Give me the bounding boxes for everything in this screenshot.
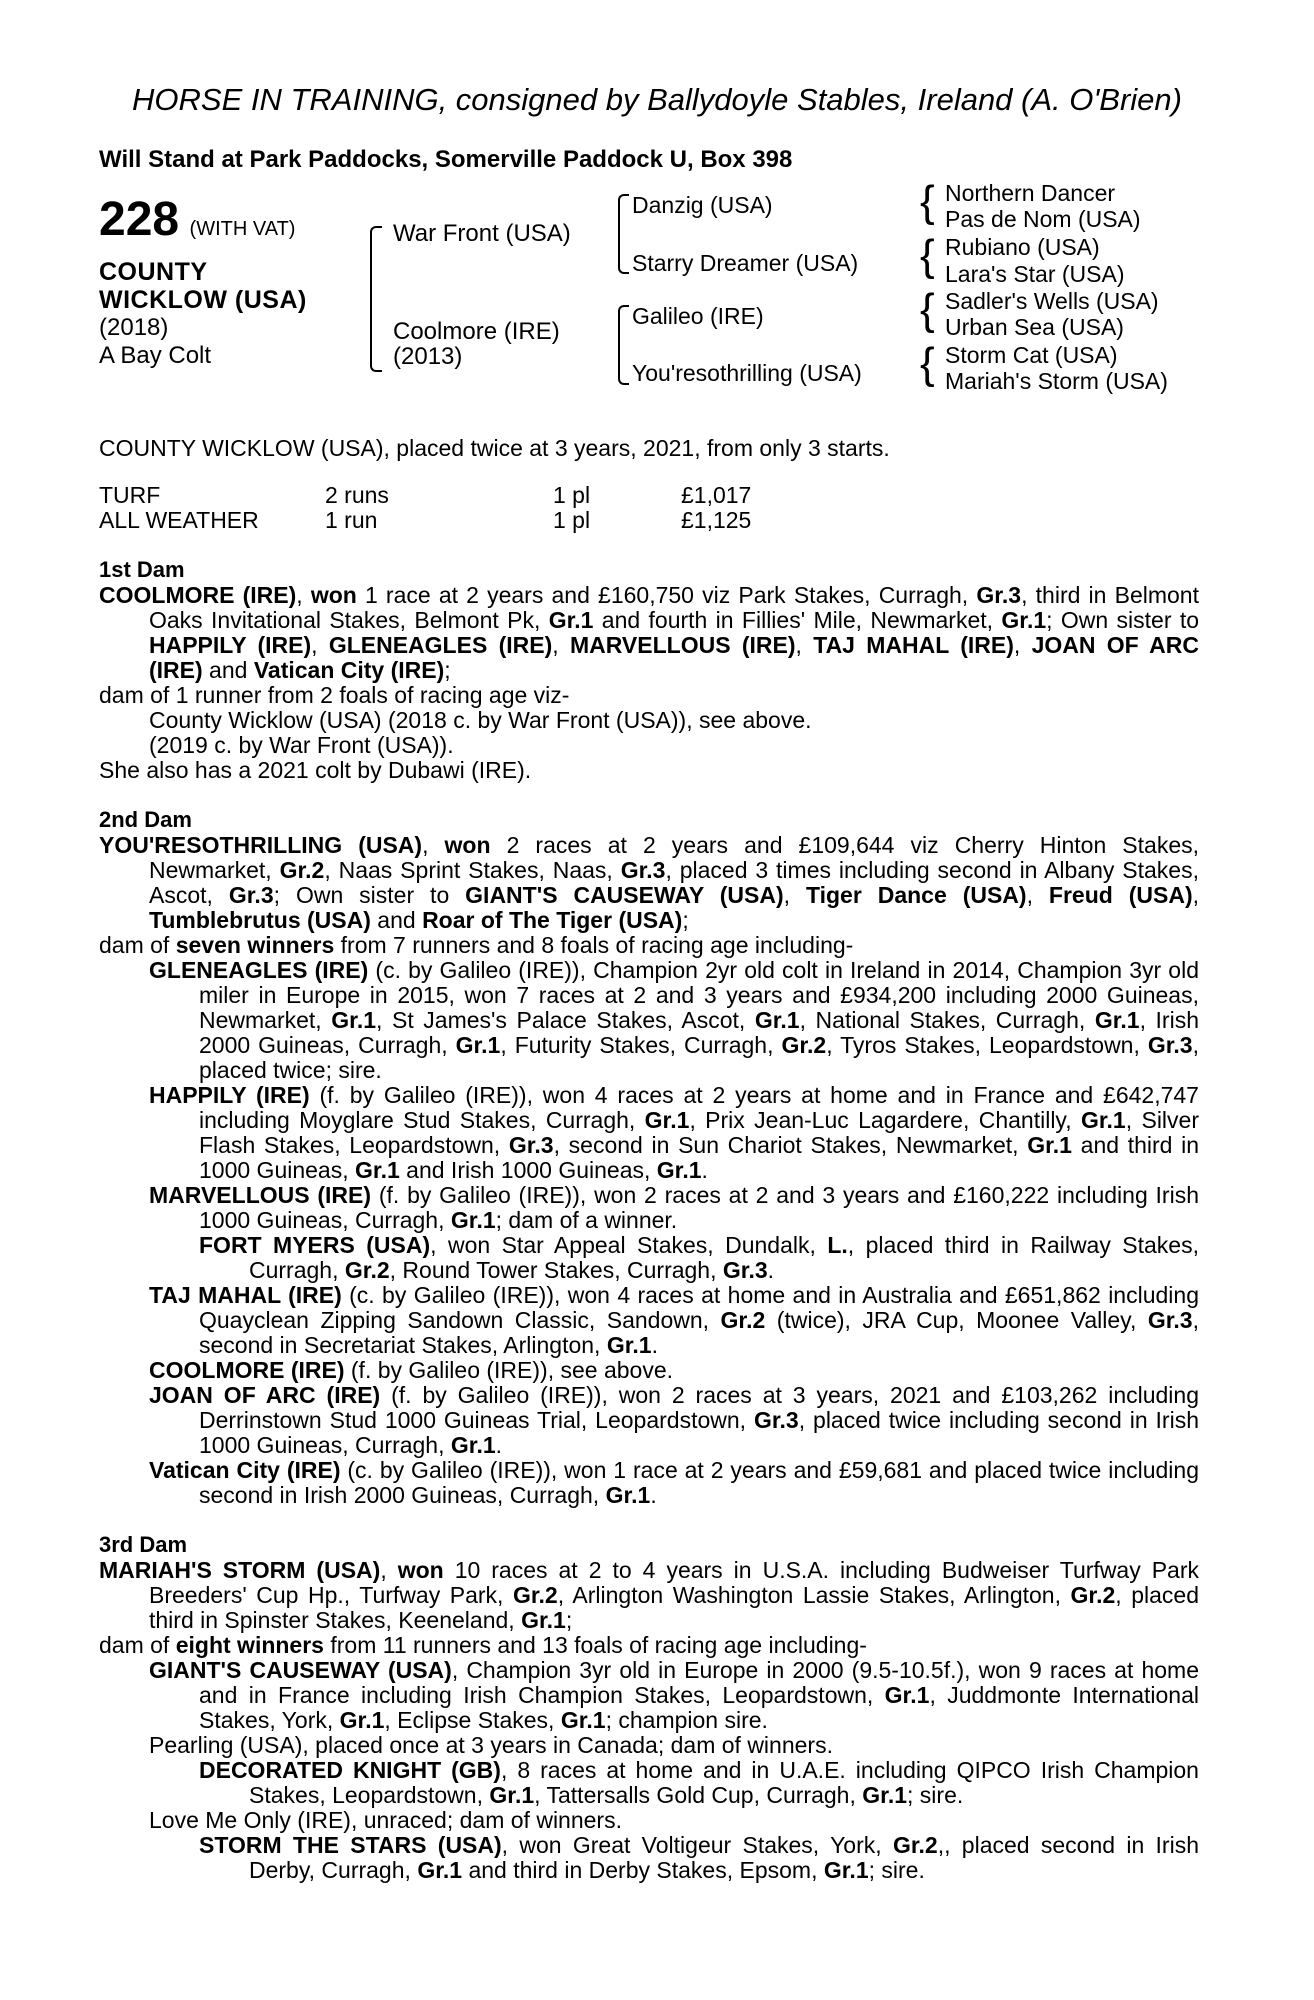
- grade: Gr.2: [720, 1307, 766, 1333]
- grade: Gr.1: [1080, 1107, 1126, 1133]
- entry-text: and Irish 1000 Guineas,: [399, 1157, 657, 1183]
- grade: Gr.1: [884, 1682, 930, 1708]
- entry-text: , Tyros Stakes, Leopardstown,: [826, 1032, 1148, 1058]
- grade: L.: [827, 1232, 848, 1258]
- grade: Gr.1: [1001, 607, 1047, 633]
- grade: Gr.1: [754, 1007, 800, 1033]
- pedigree-gen3-7: Storm Cat (USA): [945, 342, 1118, 368]
- section-heading: 1st Dam: [99, 557, 185, 582]
- entry-text: , 8 races at home and in U.A.E. including QIPCO Irish Champion Stakes, Leopardstown,: [249, 1757, 1199, 1808]
- dam-name: COOLMORE (IRE): [99, 582, 297, 608]
- grade: Gr.1: [450, 1432, 496, 1458]
- entry-text: , National Stakes, Curragh,: [799, 1007, 1095, 1033]
- grade: Gr.3: [508, 1132, 554, 1158]
- entry-text: 2 races at 2 years and £109,644 viz Cherry Hinton Stakes, Newmarket,: [149, 832, 1199, 883]
- entry-text: and third in Derby Stakes, Epsom,: [462, 1857, 824, 1883]
- page-title: HORSE IN TRAINING, consigned by Ballydoyle Stables, Ireland (A. O'Brien): [132, 82, 1182, 117]
- entry-text: , Prix Jean-Luc Lagardere, Chantilly,: [689, 1107, 1081, 1133]
- entry-text: .: [650, 1482, 657, 1508]
- dam-entry: YOU'RESOTHRILLING (USA), won 2 races at 2 years and £109,644 viz Cherry Hinton Stakes, Newmarket, Gr.2, Naas Sprint Stakes, Naas, Gr.3, placed 3 times including second in Albany Stakes, Ascot, Gr.3; Own sister to GIANT'S CAUSEWAY (USA), Tiger Dance (USA), Freud (USA), Tumblebrutus (USA) and Roar of The Tiger (USA);: [99, 832, 1199, 933]
- sibling-name: JOAN OF ARC (IRE): [149, 632, 1200, 683]
- horse-year: (2018): [99, 314, 169, 341]
- progeny-name: Vatican City (IRE): [149, 1457, 341, 1483]
- entry-text: , second in Secretariat Stakes, Arlington,: [199, 1307, 1199, 1358]
- entry-text: , Tattersalls Gold Cup, Curragh,: [534, 1782, 863, 1808]
- grade: Gr.1: [355, 1157, 400, 1183]
- won-label: won: [444, 832, 491, 858]
- pedigree-sire: War Front (USA): [393, 220, 571, 247]
- pedigree-bracket: [370, 226, 382, 294]
- entry-text: , Juddmonte International Stakes, York,: [199, 1682, 1200, 1733]
- grade: Gr.2: [512, 1582, 558, 1608]
- lot-number: [99, 192, 295, 247]
- record-prize: £1,017: [681, 482, 752, 508]
- progeny-name: FORT MYERS (USA): [199, 1232, 431, 1258]
- venue-line: Will Stand at Park Paddocks, Somerville Paddock U, Box 398: [99, 146, 793, 173]
- pedigree-dam: Coolmore (IRE): [393, 318, 560, 345]
- entry-text: , Futurity Stakes, Curragh,: [500, 1032, 782, 1058]
- grade: Gr.1: [489, 1782, 535, 1808]
- entry-text: , placed third in Railway Stakes, Curragh,: [249, 1232, 1199, 1283]
- record-placed: 1 pl: [553, 507, 591, 533]
- progeny-name: MARVELLOUS (IRE): [149, 1182, 372, 1208]
- grade: Gr.1: [605, 1482, 651, 1508]
- sibling-name: TAJ MAHAL (IRE): [813, 632, 1014, 658]
- pedigree-sire-sire: Danzig (USA): [632, 192, 773, 218]
- grade: Gr.1: [560, 1707, 606, 1733]
- progeny-entry: [99, 1458, 1199, 1508]
- record-surface: TURF: [99, 482, 161, 508]
- horse-name-line2: WICKLOW (USA): [99, 286, 307, 314]
- grade: Gr.3: [1147, 1032, 1193, 1058]
- progeny-name: GIANT'S CAUSEWAY (USA): [149, 1657, 452, 1683]
- progeny-entry: [99, 1233, 1199, 1283]
- entry-text: .: [495, 1432, 503, 1458]
- grade: Gr.1: [606, 1332, 652, 1358]
- sibling-name: Tumblebrutus (USA): [149, 907, 371, 933]
- record-surface: ALL WEATHER: [99, 507, 259, 533]
- grade: Gr.1: [455, 1032, 501, 1058]
- section-heading: 2nd Dam: [99, 807, 192, 832]
- grade: Gr.1: [548, 607, 594, 633]
- horse-details: [99, 258, 307, 370]
- entry-text: , placed third in Spinster Stakes, Keeneland,: [149, 1582, 1199, 1633]
- pedigree-bracket: [618, 305, 629, 345]
- entry-text: , Eclipse Stakes,: [384, 1707, 561, 1733]
- record-runs: 1 run: [325, 507, 378, 533]
- entry-text: ; champion sire.: [605, 1707, 768, 1733]
- pedigree-gen3-2: Pas de Nom (USA): [945, 206, 1141, 232]
- entry-text: ; Own sister to: [1046, 607, 1200, 633]
- grade: Gr.3: [620, 857, 666, 883]
- entry-text: (f. by Galileo (IRE)), won 4 races at 2 years at home and in France and £642,747 including Moyglare Stud Stakes, Curragh,: [199, 1082, 1199, 1133]
- entry-text: , placed twice including second in Irish 1000 Guineas, Curragh,: [199, 1407, 1199, 1458]
- vat-label: (WITH VAT): [189, 218, 296, 240]
- entry-text: , won Star Appeal Stakes, Dundalk,: [430, 1232, 828, 1258]
- winners-count: seven winners: [175, 932, 335, 958]
- entry-text: (f. by Galileo (IRE)), see above.: [344, 1357, 674, 1383]
- entry-text: ; dam of a winner.: [495, 1207, 678, 1233]
- entry-text: , Naas Sprint Stakes, Naas,: [324, 857, 621, 883]
- grade: Gr.3: [228, 882, 274, 908]
- pedigree-bracket: [618, 194, 629, 230]
- entry-text: (f. by Galileo (IRE)), won 2 races at 2 and 3 years and £160,222 including Irish 1000 Guineas, Curragh,: [199, 1182, 1199, 1233]
- progeny-entry: [99, 1833, 1199, 1883]
- pedigree-gen3-3: Rubiano (USA): [945, 234, 1100, 260]
- entry-text: , second in Sun Chariot Stakes, Newmarket,: [553, 1132, 1028, 1158]
- entry-text: and: [202, 657, 254, 683]
- race-summary: COUNTY WICKLOW (USA), placed twice at 3 years, 2021, from only 3 starts.: [99, 435, 890, 461]
- grade: Gr.2: [892, 1832, 938, 1858]
- progeny-entry: [99, 1358, 1199, 1383]
- horse-description: A Bay Colt: [99, 342, 212, 369]
- sibling-name: HAPPILY (IRE): [149, 632, 312, 658]
- record-runs: 2 runs: [325, 482, 389, 508]
- pedigree-brace: {: [920, 231, 935, 280]
- dam-of-line: dam of 1 runner from 2 foals of racing age viz-: [99, 682, 570, 708]
- grade: Gr.1: [644, 1107, 690, 1133]
- grade: Gr.3: [1147, 1307, 1193, 1333]
- pedigree-dam-dam: You'resothrilling (USA): [632, 360, 862, 386]
- lot-number-value: 228: [99, 193, 180, 246]
- grade: Gr.1: [417, 1857, 463, 1883]
- sibling-name: Roar of The Tiger (USA): [422, 907, 683, 933]
- pedigree-bracket: [618, 343, 629, 385]
- grade: Gr.3: [753, 1407, 799, 1433]
- progeny-name: HAPPILY (IRE): [149, 1082, 310, 1108]
- entry-text: ;: [444, 657, 451, 683]
- record-prize: £1,125: [681, 507, 752, 533]
- progeny-entry: [99, 958, 1199, 1083]
- grade: Gr.2: [344, 1257, 390, 1283]
- section-heading: 3rd Dam: [99, 1532, 188, 1557]
- grade: Gr.2: [279, 857, 325, 883]
- sibling-name: GIANT'S CAUSEWAY (USA): [465, 882, 784, 908]
- dam-name: MARIAH'S STORM (USA): [99, 1557, 381, 1583]
- grade: Gr.3: [722, 1257, 768, 1283]
- grade: Gr.1: [823, 1857, 869, 1883]
- progeny-entry: [99, 1083, 1199, 1183]
- progeny-name: DECORATED KNIGHT (GB): [199, 1757, 501, 1783]
- progeny-entry: [99, 1758, 1199, 1808]
- entry-text: from 11 runners and 13 foals of racing age including-: [323, 1632, 867, 1658]
- entry-text: .: [701, 1157, 708, 1183]
- dam-of-line: [99, 933, 1199, 958]
- entry-text: ; sire.: [868, 1857, 925, 1883]
- won-label: won: [310, 582, 357, 608]
- pedigree-bracket: [618, 228, 629, 274]
- dam-entry: COOLMORE (IRE), won 1 race at 2 years and £160,750 viz Park Stakes, Curragh, Gr.3, third in Belmont Oaks Invitational Stakes, Belmont Pk, Gr.1 and fourth in Fillies' Mile, Newmarket, Gr.1; Own sister to HAPPILY (IRE), GLENEAGLES (IRE), MARVELLOUS (IRE), TAJ MAHAL (IRE), JOAN OF ARC (IRE) and Vatican City (IRE);: [99, 582, 1200, 683]
- entry-text: , won Great Voltigeur Stakes, York,: [501, 1832, 893, 1858]
- pedigree-gen3-6: Urban Sea (USA): [945, 314, 1124, 340]
- progeny-entry: [99, 1283, 1199, 1358]
- entry-text: and fourth in Fillies' Mile, Newmarket,: [593, 607, 1002, 633]
- pedigree-gen3-1: Northern Dancer: [945, 180, 1116, 206]
- pedigree-dam-sire: Galileo (IRE): [632, 303, 764, 329]
- pedigree-brace: {: [920, 339, 935, 388]
- horse-name-line1: COUNTY: [99, 258, 208, 286]
- sibling-name: Vatican City (IRE): [253, 657, 445, 683]
- dam-of-line: [99, 1633, 1199, 1658]
- won-label: won: [397, 1557, 444, 1583]
- sibling-name: GLENEAGLES (IRE): [328, 632, 553, 658]
- progeny-name: STORM THE STARS (USA): [199, 1832, 502, 1858]
- entry-text: .: [767, 1257, 775, 1283]
- grade: Gr.1: [339, 1707, 385, 1733]
- grade: Gr.1: [862, 1782, 908, 1808]
- entry-text: , third in Belmont Oaks Invitational Stakes, Belmont Pk,: [149, 582, 1199, 633]
- pedigree-brace: {: [920, 177, 935, 226]
- progeny-name: COOLMORE (IRE): [149, 1357, 345, 1383]
- grade: Gr.1: [1094, 1007, 1140, 1033]
- entry-text: , Champion 3yr old in Europe in 2000 (9.5-10.5f.), won 9 races at home and in France including Irish Champion Stakes, Leopardstown,: [199, 1657, 1199, 1708]
- pedigree-gen3-5: Sadler's Wells (USA): [945, 288, 1159, 314]
- entry-text: 10 races at 2 to 4 years in U.S.A. including Budweiser Turfway Park Breeders' Cup Hp., Turfway Park,: [149, 1557, 1200, 1608]
- entry-text: ; Own sister to: [273, 882, 466, 908]
- progeny-entry: Pearling (USA), placed once at 3 years in Canada; dam of winners.: [149, 1732, 833, 1758]
- progeny-name: JOAN OF ARC (IRE): [149, 1382, 381, 1408]
- entry-text: from 7 runners and 8 foals of racing age including-: [334, 932, 854, 958]
- sibling-name: Tiger Dance (USA): [805, 882, 1027, 908]
- entry-text: , placed twice; sire.: [199, 1032, 1199, 1083]
- entry-text: and third in 1000 Guineas,: [199, 1132, 1200, 1183]
- grade: Gr.2: [1070, 1582, 1116, 1608]
- pedigree-gen3-4: Lara's Star (USA): [945, 261, 1125, 287]
- entry-text: , Round Tower Stakes, Curragh,: [389, 1257, 723, 1283]
- pedigree-sire-dam: Starry Dreamer (USA): [632, 250, 859, 276]
- progeny-entry: Love Me Only (IRE), unraced; dam of winners.: [149, 1807, 622, 1833]
- sibling-name: Freud (USA): [1048, 882, 1193, 908]
- grade: Gr.1: [521, 1607, 566, 1633]
- entry-text: ,, placed second in Irish Derby, Curragh,: [249, 1832, 1199, 1883]
- entry-text: dam of: [99, 1632, 176, 1658]
- race-record-turf: [99, 483, 1199, 533]
- entry-text: ; sire.: [907, 1782, 964, 1808]
- entry-text: , St James's Palace Stakes, Ascot,: [376, 1007, 755, 1033]
- progeny-entry: [99, 1183, 1199, 1233]
- progeny-entry: [99, 1383, 1199, 1458]
- record-placed: 1 pl: [553, 482, 591, 508]
- catalogue-body: [99, 436, 1199, 1883]
- entry-text: ;: [565, 1607, 573, 1633]
- entry-text: , Silver Flash Stakes, Leopardstown,: [199, 1107, 1199, 1158]
- entry-text: , placed 3 times including second in Albany Stakes, Ascot,: [149, 857, 1199, 908]
- entry-text: , Irish 2000 Guineas, Curragh,: [199, 1007, 1199, 1058]
- entry-text: ;: [682, 907, 689, 933]
- grade: Gr.2: [781, 1032, 827, 1058]
- progeny-line: County Wicklow (USA) (2018 c. by War Front (USA)), see above.: [149, 707, 812, 733]
- entry-text: (c. by Galileo (IRE)), Champion 2yr old colt in Ireland in 2014, Champion 3yr old miler in Europe in 2015, won 7 races at 2 and 3 years and £934,200 including 2000 Guineas, Newmarket,: [199, 957, 1199, 1033]
- entry-text: dam of: [99, 932, 176, 958]
- grade: Gr.3: [976, 582, 1022, 608]
- progeny-name: TAJ MAHAL (IRE): [149, 1282, 342, 1308]
- pedigree-bracket: [370, 292, 382, 372]
- progeny-name: GLENEAGLES (IRE): [149, 957, 369, 983]
- entry-text: (twice), JRA Cup, Moonee Valley,: [765, 1307, 1148, 1333]
- entry-text: and: [370, 907, 423, 933]
- progeny-entry: [99, 1658, 1199, 1733]
- winners-count: eight winners: [175, 1632, 324, 1658]
- entry-text: (c. by Galileo (IRE)), won 1 race at 2 years and £59,681 and placed twice including second in Irish 2000 Guineas, Curragh,: [199, 1457, 1199, 1508]
- entry-text: (c. by Galileo (IRE)), won 4 races at home and in Australia and £651,862 including Quayclean Zipping Sandown Classic, Sandown,: [199, 1282, 1199, 1333]
- entry-text: , Arlington Washington Lassie Stakes, Arlington,: [557, 1582, 1071, 1608]
- grade: Gr.1: [331, 1007, 377, 1033]
- pedigree-dam-year: (2013): [393, 343, 463, 370]
- pedigree-brace: {: [920, 285, 935, 334]
- grade: Gr.1: [656, 1157, 702, 1183]
- sibling-name: MARVELLOUS (IRE): [569, 632, 796, 658]
- entry-text: 1 race at 2 years and £160,750 viz Park Stakes, Curragh,: [356, 582, 977, 608]
- grade: Gr.1: [450, 1207, 496, 1233]
- dam-name: YOU'RESOTHRILLING (USA): [99, 832, 423, 858]
- dam-entry: MARIAH'S STORM (USA), won 10 races at 2 to 4 years in U.S.A. including Budweiser Turfway Park Breeders' Cup Hp., Turfway Park, Gr.2, Arlington Washington Lassie Stakes, Arlington, Gr.2, placed third in Spinster Stakes, Keeneland, Gr.1;: [99, 1557, 1200, 1633]
- entry-text: .: [651, 1332, 658, 1358]
- entry-text: (f. by Galileo (IRE)), won 2 races at 3 years, 2021 and £103,262 including Derrinstown Stud 1000 Guineas Trial, Leopardstown,: [199, 1382, 1199, 1433]
- also-line: She also has a 2021 colt by Dubawi (IRE).: [99, 757, 532, 783]
- progeny-line: (2019 c. by War Front (USA)).: [149, 732, 454, 758]
- pedigree-gen3-8: Mariah's Storm (USA): [945, 368, 1168, 394]
- grade: Gr.1: [1027, 1132, 1072, 1158]
